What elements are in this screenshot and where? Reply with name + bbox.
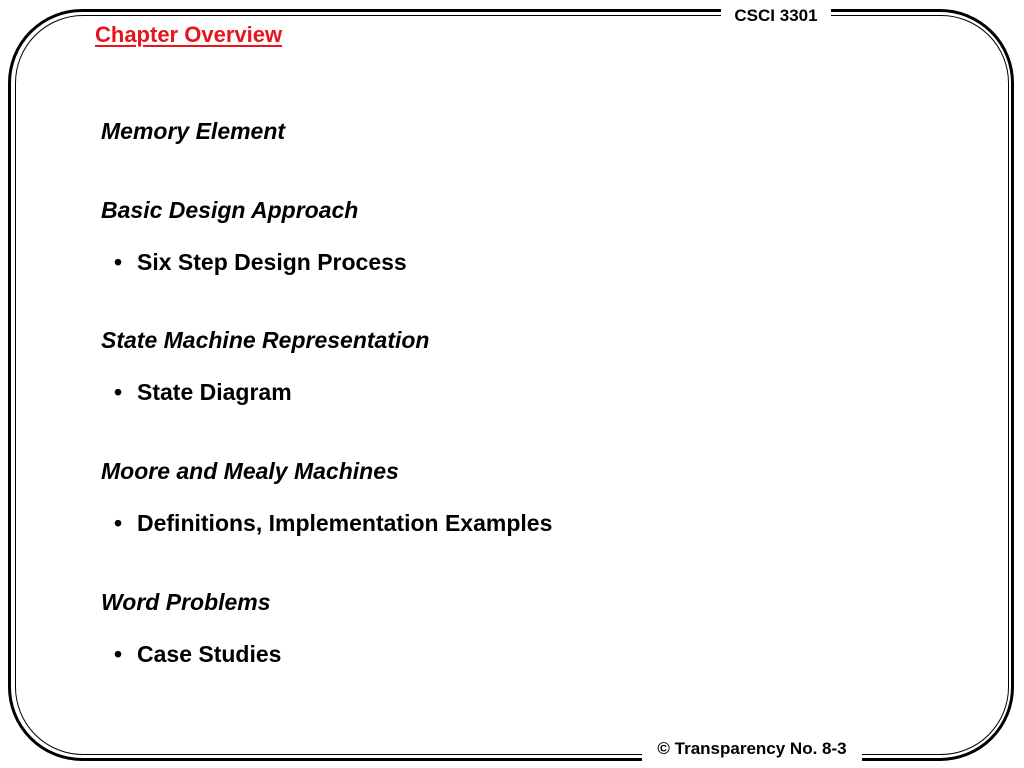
topic-state-machine-representation: State Machine Representation [101,327,430,353]
topic-memory-element: Memory Element [101,118,286,144]
topic-word-problems: Word Problems [101,589,271,615]
slide-title: Chapter Overview [95,22,283,47]
topic-moore-and-mealy-machines: Moore and Mealy Machines [101,458,399,484]
subtopic-definitions-implementation-examples [114,508,552,538]
topic-basic-design-approach: Basic Design Approach [101,197,359,223]
subtopic-label: Six Step Design Process [137,249,407,275]
subtopic-label: Definitions, Implementation Examples [137,510,553,536]
bullet-glyph: • [114,249,123,275]
course-label: CSCI 3301 [721,6,831,28]
subtopic-state-diagram [114,377,292,407]
transparency-number: © Transparency No. 8-3 [642,739,862,761]
subtopic-case-studies [114,639,281,669]
bullet-glyph: • [114,379,123,405]
subtopic-label: Case Studies [137,641,282,667]
subtopic-label: State Diagram [137,379,292,405]
bullet-glyph: • [114,510,123,536]
subtopic-six-step-design-process [114,247,407,277]
bullet-glyph: • [114,641,123,667]
